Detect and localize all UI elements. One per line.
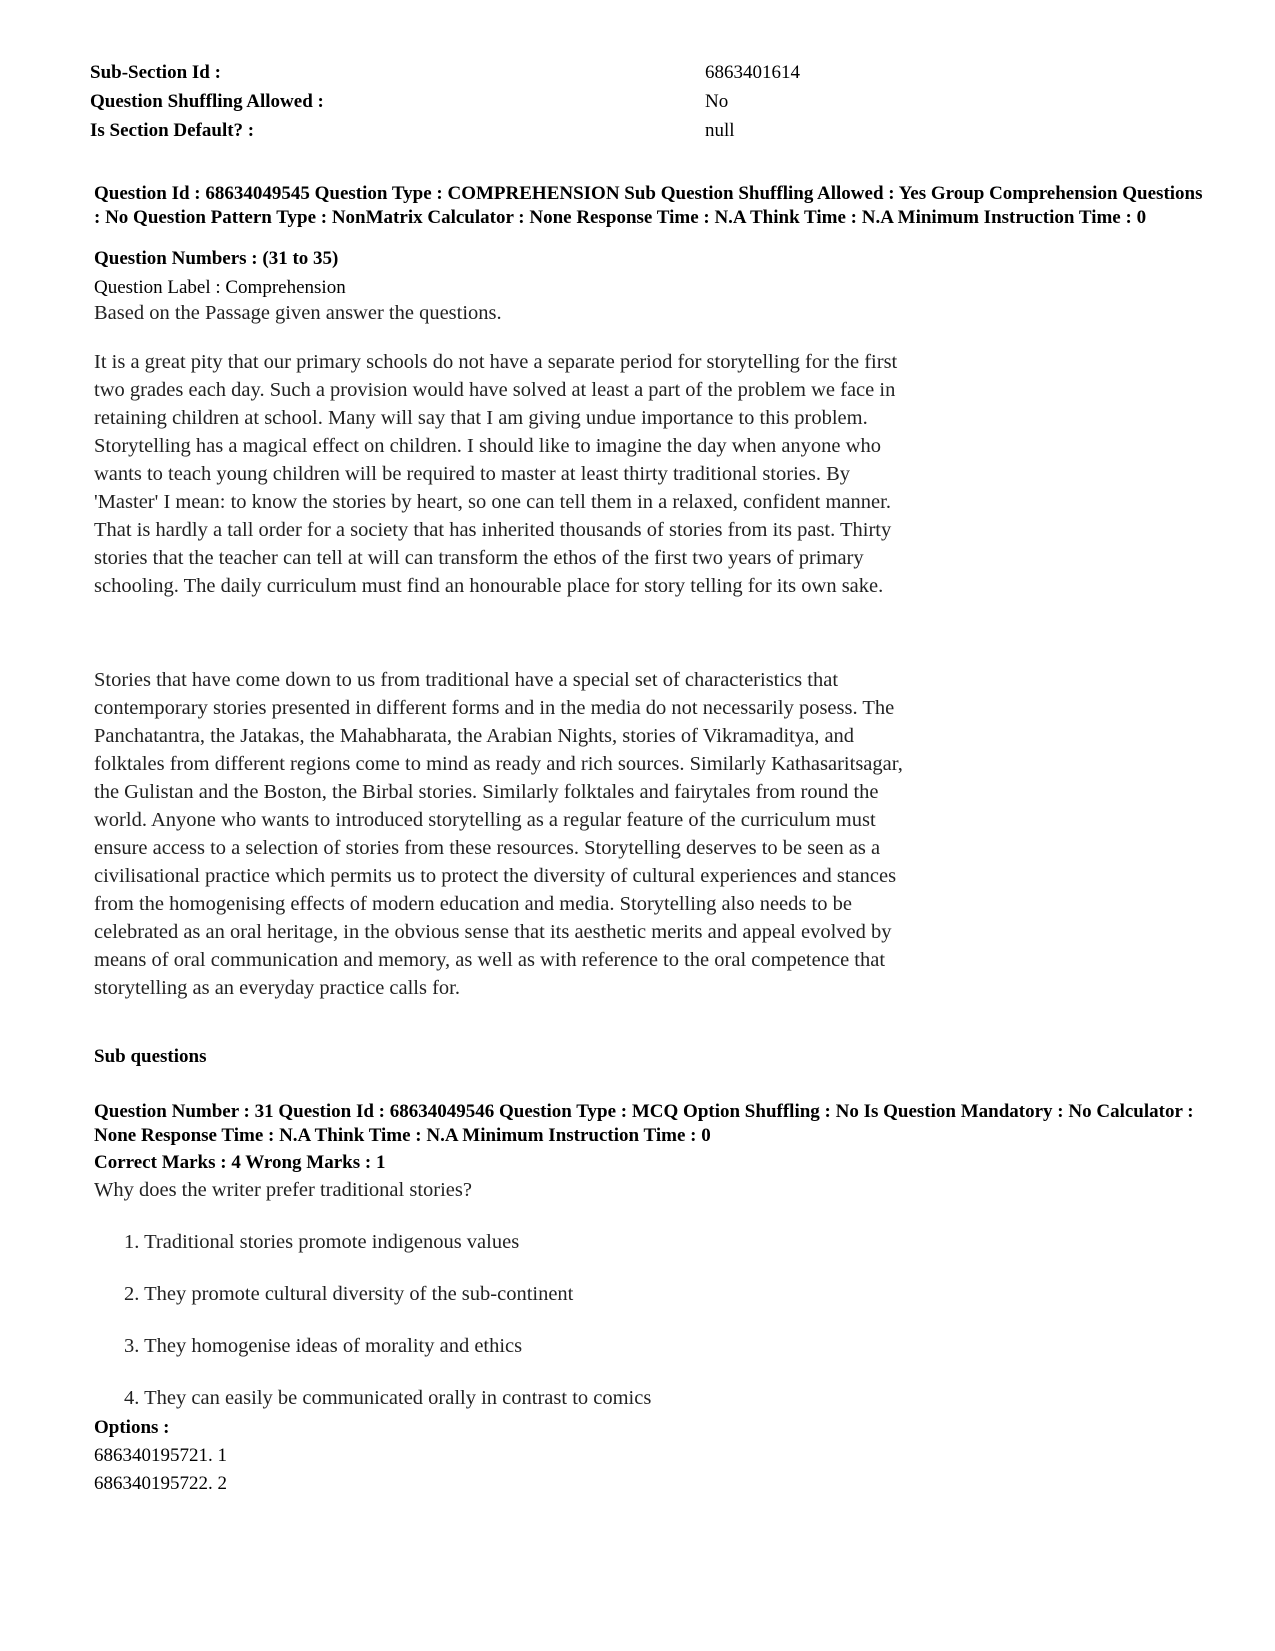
meta-label: Question Shuffling Allowed : [90,91,324,112]
question-31-marks: Correct Marks : 4 Wrong Marks : 1 [94,1152,386,1173]
meta-value: null [705,120,735,141]
passage-paragraph-1 [94,348,904,600]
comprehension-header: Question Id : 68634049545 Question Type : COMPREHENSION Sub Question Shuffling Allowed : Yes Group Comprehension Questions : No Question Pattern Type : NonMatrix Calculator : None Response Time : N.A Think Time : N.A Minimum Instruction Time : 0 [94,183,1203,228]
choice-item: 1. Traditional stories promote indigenous values [124,1231,520,1253]
question-label: Question Label : Comprehension [94,277,346,298]
passage-instruction: Based on the Passage given answer the questions. [94,302,502,324]
meta-row-shuffling [90,87,870,116]
section-meta-table [90,58,870,145]
option-item: 686340195722. 2 [94,1473,227,1494]
meta-value: 6863401614 [705,62,800,83]
meta-label: Is Section Default? : [90,120,255,141]
passage-paragraph-2 [94,666,904,1002]
choice-item: 2. They promote cultural diversity of the sub-continent [124,1283,574,1305]
option-item: 686340195721. 1 [94,1445,227,1466]
options-label: Options : [94,1417,170,1438]
paragraph-text: It is a great pity that our primary schools do not have a separate period for storytelling for the first two grades each day. Such a provision would have solved at least a part of the problem we face in retaining children at school. Many will say that I am giving undue importance to this problem. Storytelling has a magical effect on children. I should like to imagine the day when anyone who wants to teach young children will be required to master at least thirty traditional stories. By 'Master' I mean: to know the stories by heart, so one can tell them in a relaxed, confident manner. That is hardly a tall order for a society that has inherited thousands of stories from its past. Thirty stories that the teacher can tell at will can transform the ethos of the first two years of primary schooling. The daily curriculum must find an honourable place for story telling for its own sake. [94,351,898,597]
choice-item: 4. They can easily be communicated orally in contrast to comics [124,1387,652,1409]
meta-label: Sub-Section Id : [90,62,221,83]
meta-row-section-default [90,116,870,145]
meta-value: No [705,91,729,112]
paragraph-text: Stories that have come down to us from traditional have a special set of characteristics that contemporary stories presented in different forms and in the media do not necessarily posess. The Panchatantra, the Jatakas, the Mahabharata, the Arabian Nights, stories of Vikramaditya, and folktales from different regions come to mind as ready and rich sources. Similarly Kathasaritsagar, the Gulistan and the Boston, the Birbal stories. Similarly folktales and fairytales from round the world. Anyone who wants to introduced storytelling as a regular feature of the curriculum must ensure access to a selection of stories from these resources. Storytelling deserves to be seen as a civilisational practice which permits us to protect the diversity of cultural experiences and stances from the homogenising effects of modern education and media. Storytelling also needs to be celebrated as an oral heritage, in the obvious sense that its aesthetic merits and appeal evolved by means of oral communication and memory, as well as with reference to the oral competence that storytelling as an everyday practice calls for. [94,669,903,999]
choice-item: 3. They homogenise ideas of morality and ethics [124,1335,523,1357]
question-31-text: Why does the writer prefer traditional stories? [94,1179,472,1201]
meta-row-subsection-id [90,58,870,87]
question-31-header: Question Number : 31 Question Id : 68634049546 Question Type : MCQ Option Shuffling : No Is Question Mandatory : No Calculator : None Response Time : N.A Think Time : N.A Minimum Instruction Time : 0 [94,1101,1194,1146]
question-numbers: Question Numbers : (31 to 35) [94,248,339,269]
sub-questions-label: Sub questions [94,1046,207,1067]
